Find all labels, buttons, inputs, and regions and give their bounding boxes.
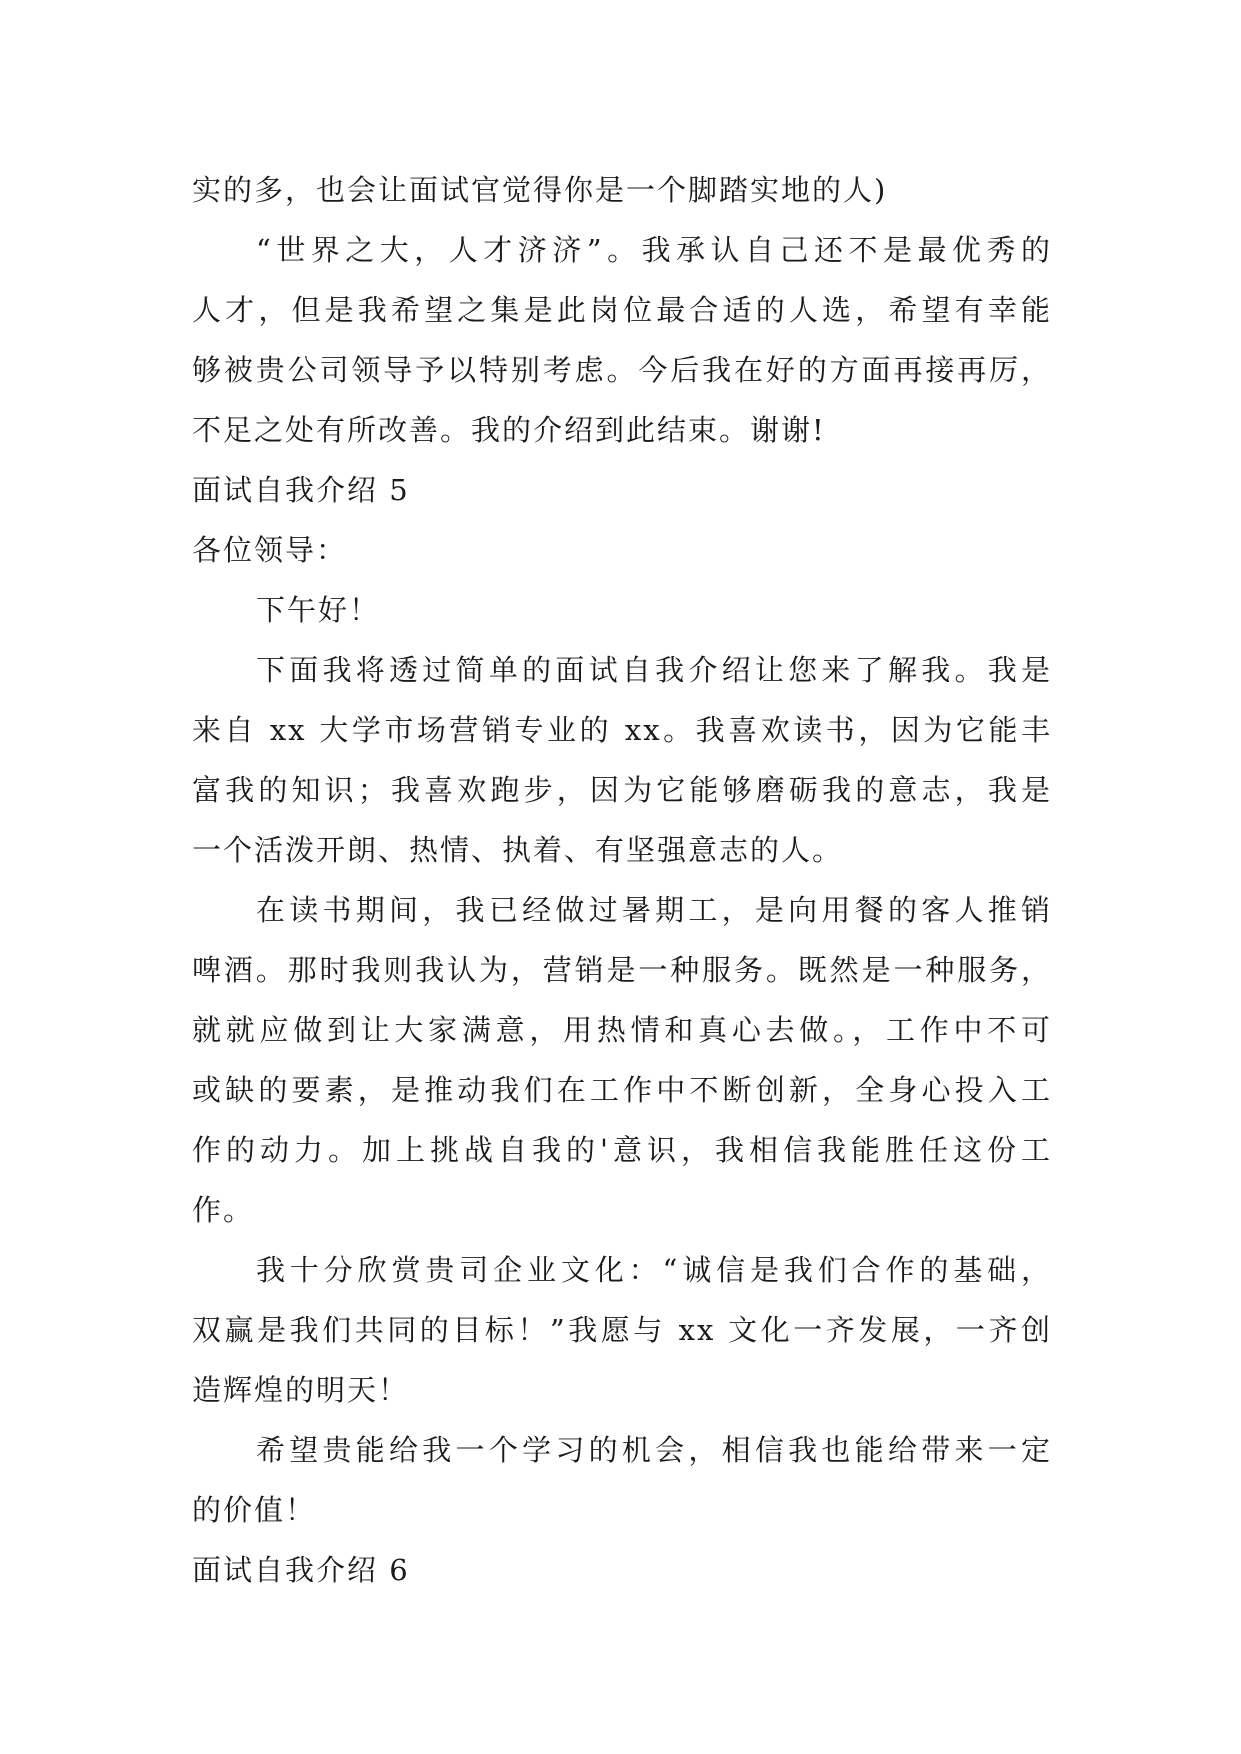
document-body [192, 160, 1052, 1600]
section-heading: 面试自我介绍 6 [192, 1553, 410, 1587]
paragraph-line: 啤酒。那时我则我认为，营销是一种服务。既然是一种服务， [192, 953, 1052, 987]
paragraph-line: 作的动力。加上挑战自我的'意识，我相信我能胜任这份工 [192, 1133, 1052, 1167]
greeting: 下午好！ [256, 593, 381, 627]
paragraph-line: 人才，但是我希望之集是此岗位最合适的人选，希望有幸能 [192, 293, 1052, 327]
paragraph-line: 来自 xx 大学市场营销专业的 xx。我喜欢读书，因为它能丰 [192, 713, 1052, 747]
paragraph-line: 作。 [192, 1193, 255, 1227]
paragraph-line: 一个活泼开朗、热情、执着、有坚强意志的人。 [192, 833, 844, 867]
paragraph-line: 希望贵能给我一个学习的机会，相信我也能给带来一定 [256, 1433, 1052, 1467]
salutation: 各位领导： [192, 533, 348, 567]
paragraph-line: 不足之处有所改善。我的介绍到此结束。谢谢! [192, 413, 826, 447]
paragraph-line: 或缺的要素，是推动我们在工作中不断创新，全身心投入工 [192, 1073, 1052, 1107]
paragraph-line: 富我的知识；我喜欢跑步，因为它能够磨砺我的意志，我是 [192, 773, 1052, 807]
paragraph-line: 就就应做到让大家满意，用热情和真心去做。，工作中不可 [192, 1013, 1052, 1047]
paragraph-line: 实的多，也会让面试官觉得你是一个脚踏实地的人) [192, 173, 888, 207]
paragraph-line: 造辉煌的明天！ [192, 1373, 410, 1407]
paragraph-line: 双赢是我们共同的目标！”我愿与 xx 文化一齐发展，一齐创 [192, 1313, 1052, 1347]
paragraph-line: 我十分欣赏贵司企业文化：“诚信是我们合作的基础， [256, 1253, 1052, 1287]
paragraph-line: 够被贵公司领导予以特别考虑。今后我在好的方面再接再厉， [192, 353, 1052, 387]
paragraph-line: 在读书期间，我已经做过暑期工，是向用餐的客人推销 [256, 893, 1052, 927]
paragraph-line: “世界之大，人才济济”。我承认自己还不是最优秀的 [256, 233, 1052, 267]
paragraph-line: 下面我将透过简单的面试自我介绍让您来了解我。我是 [256, 653, 1052, 687]
paragraph-line: 的价值！ [192, 1493, 317, 1527]
section-heading: 面试自我介绍 5 [192, 473, 410, 507]
